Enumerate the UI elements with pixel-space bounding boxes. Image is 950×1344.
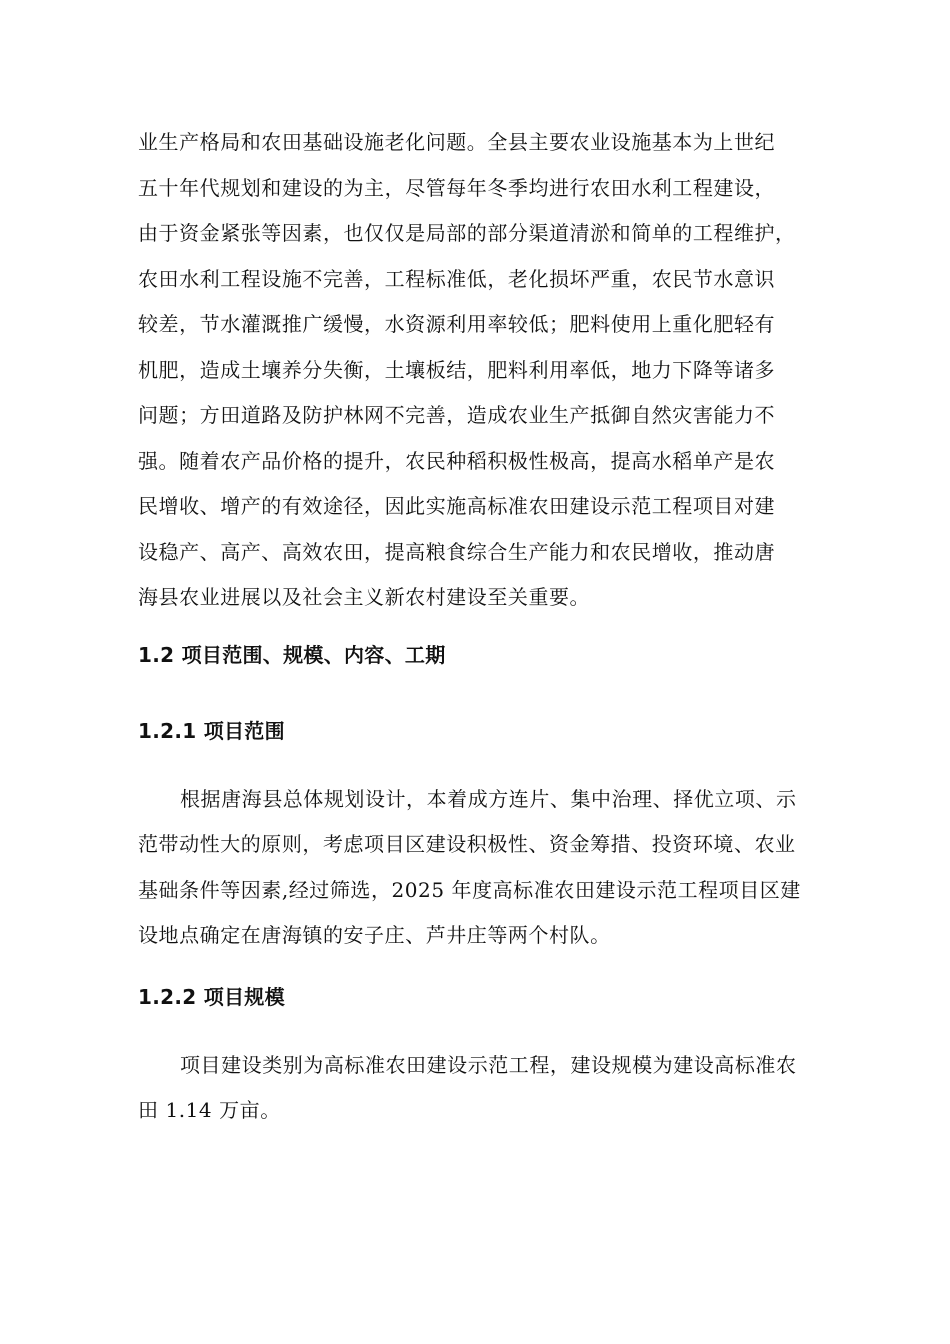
text-line: 项目建设类别为高标准农田建设示范工程，建设规模为建设高标准农 — [180, 1052, 797, 1077]
text-line: 民增收、增产的有效途径，因此实施高标准农田建设示范工程项目对建 — [138, 494, 776, 518]
text-line: 根据唐海县总体规划设计，本着成方连片、集中治理、择优立项、示 — [180, 786, 797, 811]
text-line: 机肥，造成土壤养分失衡，土壤板结，肥料利用率低，地力下降等诸多 — [138, 357, 776, 382]
text-line: 业生产格局和农田基础设施老化问题。全县主要农业设施基本为上世纪 — [138, 130, 776, 154]
paragraph-background — [138, 120, 852, 621]
section-heading-1-2-2: 1.2.2 项目规模 — [138, 984, 285, 1009]
text-line: 五十年代规划和建设的为主，尽管每年冬季均进行农田水利工程建设， — [138, 175, 776, 200]
text-line: 田 1.14 万亩。 — [138, 1098, 281, 1122]
section-heading-1-2: 1.2 项目范围、规模、内容、工期 — [138, 642, 446, 667]
document-body — [138, 120, 852, 1134]
text-line: 农田水利工程设施不完善，工程标准低，老化损坏严重，农民节水意识 — [138, 266, 776, 291]
text-line: 范带动性大的原则，考虑项目区建设积极性、资金筹措、投资环境、农业 — [138, 832, 796, 856]
text-line: 由于资金紧张等因素，也仅仅是局部的部分渠道清淤和简单的工程维护， — [138, 221, 796, 245]
text-line: 设地点确定在唐海镇的安子庄、芦井庄等两个村队。 — [138, 923, 611, 947]
text-line: 基础条件等因素,经过筛选，2025 年度高标准农田建设示范工程项目区建 — [138, 877, 801, 902]
text-line: 设稳产、高产、高效农田，提高粮食综合生产能力和农民增收，推动唐 — [138, 539, 776, 564]
text-line: 较差，节水灌溉推广缓慢，水资源利用率较低；肥料使用上重化肥轻有 — [138, 312, 776, 336]
text-line: 海县农业进展以及社会主义新农村建设至关重要。 — [138, 585, 591, 609]
paragraph-project-scale — [138, 1043, 852, 1134]
text-line: 问题；方田道路及防护林网不完善，造成农业生产抵御自然灾害能力不 — [138, 403, 776, 427]
text-line: 强。随着农产品价格的提升，农民种稻积极性极高，提高水稻单产是农 — [138, 448, 776, 473]
paragraph-project-scope — [138, 777, 852, 959]
section-heading-1-2-1: 1.2.1 项目范围 — [138, 718, 285, 743]
